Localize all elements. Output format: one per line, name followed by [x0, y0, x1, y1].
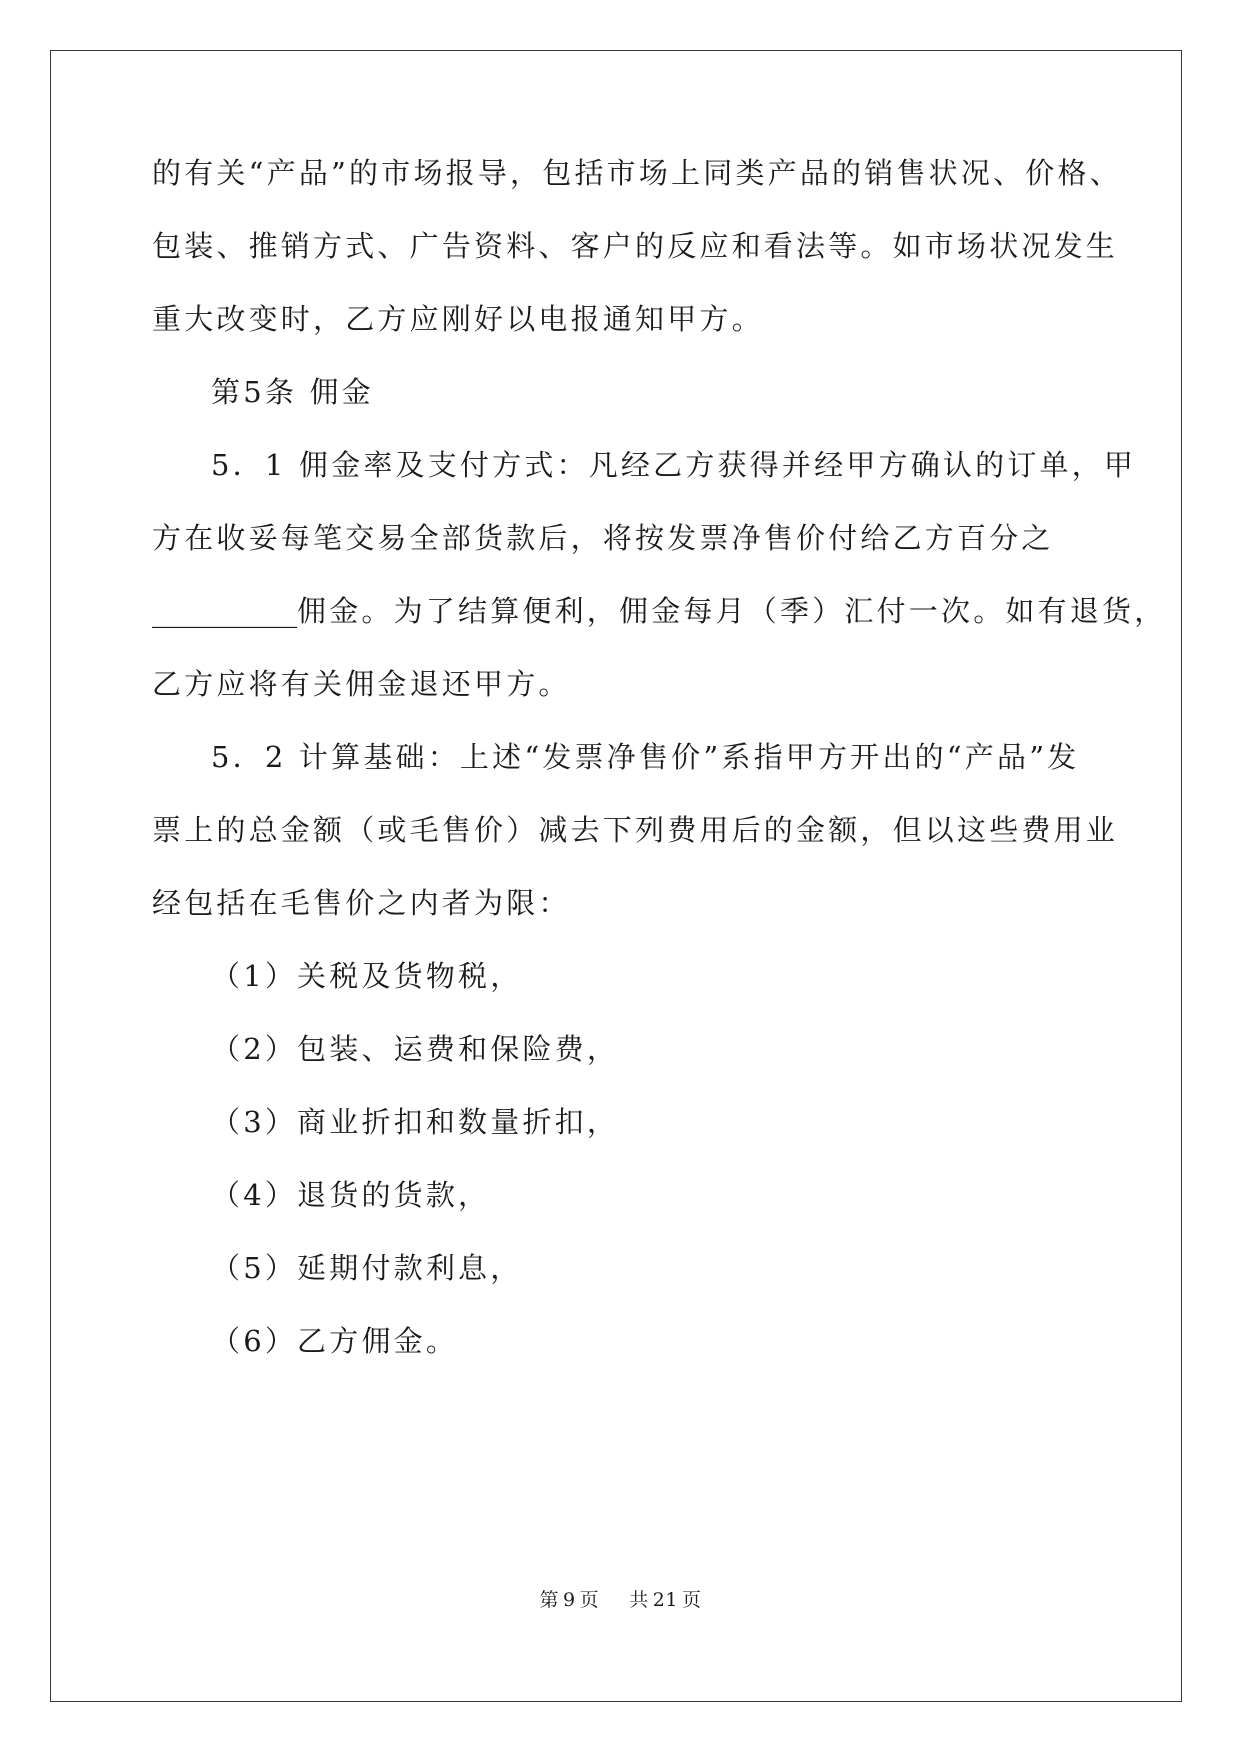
- footer-total-prefix: 共: [629, 1589, 649, 1611]
- paragraph-line: 乙方应将有关佣金退还甲方。: [152, 667, 571, 701]
- blank-fill-line: __________: [152, 594, 297, 628]
- list-item: （4）退货的货款，: [211, 1178, 491, 1212]
- footer-page-current: 9: [563, 1589, 576, 1611]
- paragraph-line: 包装、推销方式、广告资料、客户的反应和看法等。如市场状况发生: [152, 229, 1119, 263]
- page-border: [50, 50, 1182, 1702]
- page-footer: [0, 1585, 1241, 1612]
- list-item: （2）包装、运费和保险费，: [211, 1032, 620, 1066]
- list-item: （3）商业折扣和数量折扣，: [211, 1105, 620, 1139]
- list-item: （1）关税及货物税，: [211, 959, 523, 993]
- paragraph-line: 经包括在毛售价之内者为限：: [152, 886, 571, 920]
- paragraph-line: 5．1 佣金率及支付方式：凡经乙方获得并经甲方确认的订单，甲: [211, 448, 1137, 482]
- paragraph-line: [152, 591, 1167, 631]
- section-heading: 第5条 佣金: [211, 375, 374, 409]
- list-item: （6）乙方佣金。: [211, 1324, 459, 1358]
- footer-total-suffix: 页: [681, 1589, 702, 1611]
- paragraph-line: 票上的总金额（或毛售价）减去下列费用后的金额，但以这些费用业: [152, 813, 1119, 847]
- footer-page-total: 21: [652, 1589, 678, 1611]
- paragraph-line: 的有关“产品”的市场报导，包括市场上同类产品的销售状况、价格、: [152, 156, 1122, 190]
- paragraph-line: 方在收妥每笔交易全部货款后，将按发票净售价付给乙方百分之: [152, 521, 1054, 555]
- footer-page-prefix: 第: [539, 1589, 559, 1611]
- footer-page-suffix: 页: [579, 1589, 600, 1611]
- paragraph-line: 5．2 计算基础：上述“发票净售价”系指甲方开出的“产品”发: [211, 740, 1080, 774]
- list-item: （5）延期付款利息，: [211, 1251, 523, 1285]
- paragraph-text: 佣金。为了结算便利，佣金每月（季）汇付一次。如有退货，: [297, 594, 1167, 628]
- paragraph-line: 重大改变时，乙方应刚好以电报通知甲方。: [152, 302, 764, 336]
